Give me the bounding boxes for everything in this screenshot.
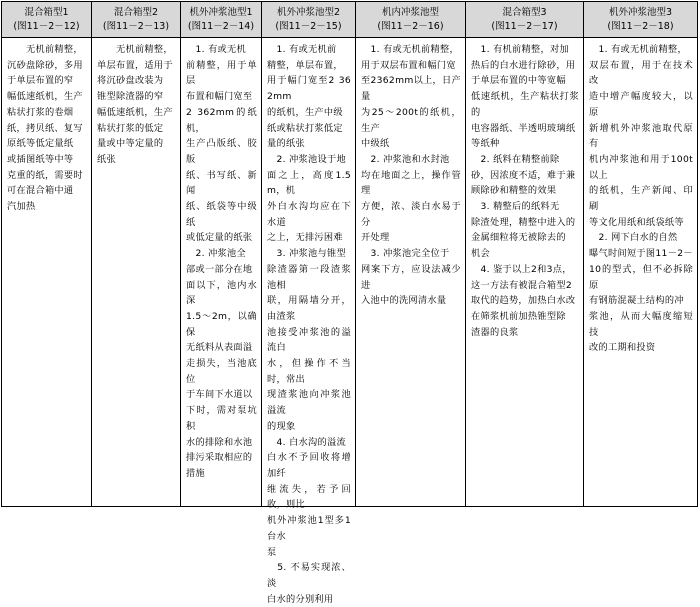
column-title: 混合箱型2 — [113, 6, 159, 18]
column-title: 混合箱型3 — [502, 6, 547, 18]
column-title: 机外冲浆池型1 — [189, 6, 253, 18]
column-header — [181, 2, 261, 38]
column-header — [466, 2, 583, 38]
column-figure-ref: (图11－2－14) — [187, 20, 255, 32]
column-header — [356, 2, 465, 38]
column-figure-ref: (图11－2－16) — [377, 20, 444, 32]
column-figure-ref: (图11－2－18) — [607, 20, 674, 32]
column-figure-ref: (图11－2－12) — [13, 20, 80, 32]
column-header — [584, 2, 697, 38]
column-internal-mixing-pit — [355, 2, 465, 506]
column-figure-ref: (图11－2－17) — [491, 20, 558, 32]
column-header — [2, 2, 91, 38]
column-header — [262, 2, 355, 38]
column-title: 机外冲浆池型2 — [276, 6, 341, 18]
column-body: 无机前精整， 沉砂盘除砂，多用 于单层布置的窄 幅低速纸机，生产 粘状打浆的卷烟 纸，拷贝纸、复写 原纸等低定量纸 或插图纸等中等 克重的纸，需要时 可在混合箱中通 汽加热 — [7, 44, 83, 213]
column-body: 1. 有或无机 前精整，用于单层 布置和幅门宽至 2 362mm的纸机， 生产凸版纸、胶版 纸、书写纸、新闻 纸、纸袋等中级纸 或低定量的纸张 2. 冲浆池全 部或一部分在地 面以下，池内水深 1.5～2m，以确保 无纸料从表面溢 走损失，当池底位 于车间下水道以 下时，需对泵坑积 水的排除和水池 排污采取相应的 措施 — [186, 44, 257, 479]
column-body: 无机前精整， 单层布置，适用于 将沉砂盘改装为 锥型除渣器的窄 幅低速纸机，生产 粘状打浆的低定 量或中等定量的 纸张 — [97, 44, 173, 165]
column-body: 1. 有或无机前 精整，单层布置， 用于幅门宽至2 362mm 的纸机，生产中级 纸或粘状打浆低定 量的纸张 2. 冲浆池设于地 面之上，高度1.5m，机 外白水沟均应在下水道 之上，无排污困难 3. 冲浆池与锥型 除渣器第一段渣浆池相 联，用隔墙分开，由渣浆 池接受冲浆池的溢流白 水，但操作不当时，常出 现渣浆池向冲浆池溢流 的现象 4. 白水沟的溢流 白水不予回收将增加纤 维流失，若予回收，则比 机外冲浆池1型多1台水 泵 5. 不易实现浓、淡 白水的分别利用 — [267, 44, 351, 605]
column-mixing-box-3 — [465, 2, 583, 506]
column-body: 1. 有或无机前精整， 双层布置，用于在技术改 造中增产幅度较大，以原 新增机外冲浆池取代原有 机内冲浆池和用于100t以上 的纸机，生产新闻、印刷 等文化用纸和纸袋纸等 2. 网下白水的自然 曝气时间短于图11－2－ 10的型式，但不必拆除原 有钢筋混凝土结构的冲 浆池，从而大幅度缩短技 改的工期和投资 — [589, 44, 693, 354]
column-mixing-box-1 — [2, 2, 91, 506]
column-mixing-box-2 — [91, 2, 180, 506]
column-header — [92, 2, 180, 38]
column-external-mixing-pit-2 — [261, 2, 355, 605]
column-title: 混合箱型1 — [24, 6, 69, 18]
column-title: 机内冲浆池型 — [381, 6, 439, 18]
comparison-table — [1, 1, 698, 605]
column-external-mixing-pit-1 — [180, 2, 261, 506]
column-figure-ref: (图11－2－15) — [275, 20, 342, 32]
column-title: 机外冲浆池型3 — [608, 6, 673, 18]
column-body: 1. 有机前精整，对加 热后的白水进行除砂，用 于单层布置的中等宽幅 低速纸机，生产粘状打浆的 电容器纸、半透明玻璃纸 等纸种 2. 纸料在精整前除 砂，因浓度不适，难于兼 顾除砂和精整的效果 3. 精整后的纸料无 除渣处理，精整中进入的 金属细粒将无被除去的 机会 4. 鉴于以上2和3点， 这一方法有被混合箱型2 取代的趋势，加热白水改 在筛浆机前加热锥型除 渣器的良浆 — [471, 44, 579, 338]
column-body: 1. 有或无机前精整， 用于双层布置和幅门宽 至2362mm以上，日产量 为25～200t的纸机，生产 中级纸 2. 冲浆池和水封池 均在地面之上，操作管理 方便，浓、淡白水易于分 开处理 3. 冲浆池完全位于 网案下方，应设法减少进 入池中的洗网清水量 — [361, 44, 462, 307]
column-external-mixing-pit-3 — [583, 2, 697, 506]
column-figure-ref: (图11－2－13) — [102, 20, 170, 32]
